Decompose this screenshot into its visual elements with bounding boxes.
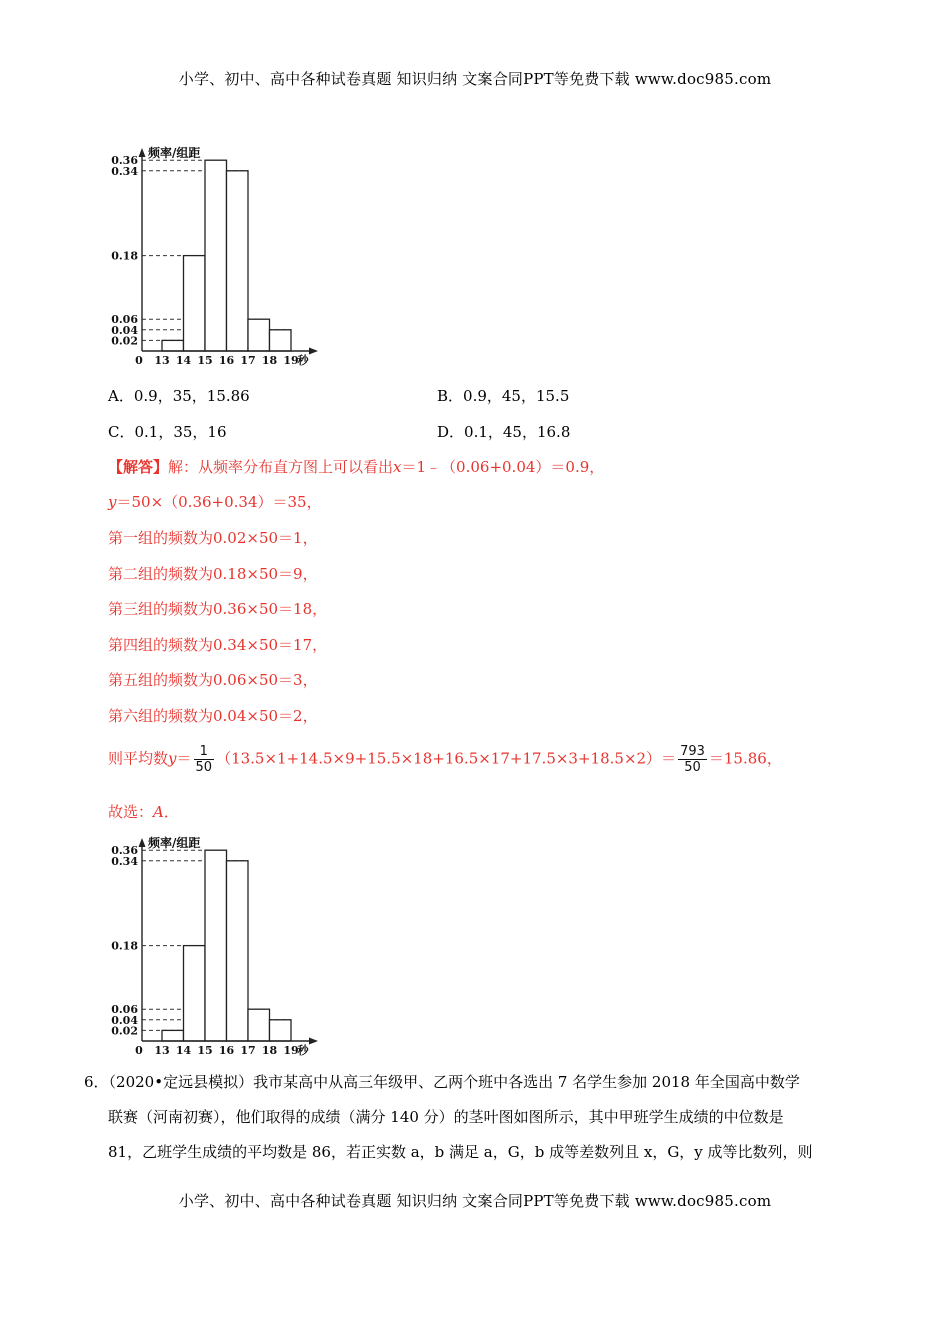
option-a: A．0.9，35，15.86 <box>108 387 250 405</box>
solution-line-1 <box>108 456 604 477</box>
y-tick-label: 0.36 <box>111 844 138 858</box>
question-6-line-1: 6．（2020•定远县模拟）我市某高中从高三年级甲、乙两个班中各选出 7 名学生参加 2018 年全国高中数学 <box>84 1073 800 1091</box>
answer-prefix: 故选： <box>108 803 154 821</box>
y-tick-label: 0.18 <box>111 249 138 263</box>
x-tick-label: 15 <box>197 354 213 366</box>
histogram-bar <box>270 330 292 351</box>
x-tick-label: 0 <box>135 354 143 366</box>
histogram-bar <box>248 1009 270 1041</box>
x-tick-label: 14 <box>175 354 192 366</box>
x-tick-label: 13 <box>154 354 170 366</box>
histogram-bar <box>184 256 206 351</box>
x-tick-label: 16 <box>218 354 235 366</box>
histogram-bar <box>162 340 184 351</box>
histogram-bar <box>270 1020 292 1041</box>
histogram-bar <box>184 946 206 1041</box>
y-tick-label: 0.34 <box>111 164 138 178</box>
frac2-numerator: 793 <box>680 744 705 759</box>
solution-label: 【解答】 <box>108 458 169 476</box>
mean-prefix: 则平均数 <box>108 749 169 768</box>
histogram-bar <box>227 861 249 1041</box>
x-tick-label: 19 <box>283 354 299 366</box>
histogram-bar <box>162 1030 184 1041</box>
histogram-bottom <box>100 836 340 1056</box>
y-tick-label: 0.04 <box>111 323 138 337</box>
y-tick-label: 0.04 <box>111 1013 138 1027</box>
question-6-line-3: 81，乙班学生成绩的平均数是 86，若正实数 a，b 满足 a，G，b 成等差数列且 x，G，y 成等比数列，则 <box>108 1143 813 1161</box>
histogram-bar <box>205 160 227 351</box>
y-tick-label: 0.36 <box>111 154 138 168</box>
x-tick-label: 0 <box>135 1044 143 1056</box>
x-axis-arrow <box>309 348 318 355</box>
group-2-count: 第二组的频数为0.18×50＝9， <box>108 565 318 583</box>
histogram-bar <box>227 171 249 351</box>
solution-intro: 解：从频率分布直方图上可以看出 <box>168 458 394 476</box>
option-d: D．0.1，45，16.8 <box>437 423 571 441</box>
var-x: x <box>393 458 402 476</box>
histogram-svg <box>100 146 340 366</box>
x-unit-label: 秒 <box>297 1044 309 1056</box>
solution-line-2 <box>108 491 322 512</box>
group-3-count: 第三组的频数为0.36×50＝18， <box>108 600 328 618</box>
x-calc: ＝1﹣（0.06+0.04）＝0.9， <box>401 458 605 476</box>
x-tick-label: 18 <box>261 1044 278 1056</box>
x-tick-label: 17 <box>240 354 256 366</box>
group-1-count: 第一组的频数为0.02×50＝1， <box>108 529 318 547</box>
option-c: C．0.1，35，16 <box>108 423 227 441</box>
y-axis-arrow <box>139 148 146 157</box>
y-tick-label: 0.02 <box>111 1024 138 1038</box>
y-axis-arrow <box>139 838 146 847</box>
group-5-count: 第五组的频数为0.06×50＝3， <box>108 671 318 689</box>
y-tick-label: 0.34 <box>111 854 138 868</box>
y-tick-label: 0.06 <box>111 1003 138 1017</box>
page-footer: 小学、初中、高中各种试卷真题 知识归纳 文案合同PPT等免费下载 www.doc985.com <box>178 1192 772 1210</box>
group-4-count: 第四组的频数为0.34×50＝17， <box>108 636 328 654</box>
answer-suffix: ． <box>163 803 179 821</box>
x-tick-label: 15 <box>197 1044 213 1056</box>
y-tick-label: 0.06 <box>111 313 138 327</box>
x-tick-label: 19 <box>283 1044 299 1056</box>
frac1-numerator: 1 <box>194 744 215 760</box>
x-tick-label: 17 <box>240 1044 256 1056</box>
x-tick-label: 14 <box>175 1044 192 1056</box>
x-tick-label: 13 <box>154 1044 170 1056</box>
var-y: y <box>108 493 117 511</box>
answer-line <box>108 801 179 822</box>
page-header: 小学、初中、高中各种试卷真题 知识归纳 文案合同PPT等免费下载 www.doc985.com <box>178 70 772 88</box>
frac1-denominator: 50 <box>195 760 213 775</box>
x-tick-label: 16 <box>218 1044 235 1056</box>
mean-formula <box>108 744 782 775</box>
y-tick-label: 0.18 <box>111 939 138 953</box>
histogram-bar <box>248 319 270 351</box>
x-tick-label: 18 <box>261 354 278 366</box>
mean-sum: （13.5×1+14.5×9+15.5×18+16.5×17+17.5×3+18.5×2）＝ <box>216 749 677 768</box>
group-6-count: 第六组的频数为0.04×50＝2， <box>108 707 318 725</box>
histogram-bar <box>205 850 227 1041</box>
y-axis-title: 频率/组距 <box>148 836 201 850</box>
y-tick-label: 0.02 <box>111 334 138 348</box>
answer-choice: A <box>153 803 164 821</box>
y-calc: ＝50×（0.36+0.34）＝35， <box>116 493 322 511</box>
y-axis-title: 频率/组距 <box>148 146 201 160</box>
x-axis-arrow <box>309 1038 318 1045</box>
option-b: B．0.9，45，15.5 <box>437 387 570 405</box>
fraction-one-fiftieth <box>194 744 215 775</box>
eq-sign: ＝ <box>176 749 192 768</box>
x-unit-label: 秒 <box>297 354 309 366</box>
frac2-denominator: 50 <box>684 760 701 775</box>
question-6-line-2: 联赛（河南初赛），他们取得的成绩（满分 140 分）的茎叶图如图所示，其中甲班学生成绩的中位数是 <box>108 1108 784 1126</box>
histogram-top <box>100 146 340 366</box>
mean-result: ＝15.86， <box>708 749 782 768</box>
mean-var: y <box>168 749 177 768</box>
fraction-793-50 <box>678 744 707 775</box>
histogram-svg <box>100 836 340 1056</box>
